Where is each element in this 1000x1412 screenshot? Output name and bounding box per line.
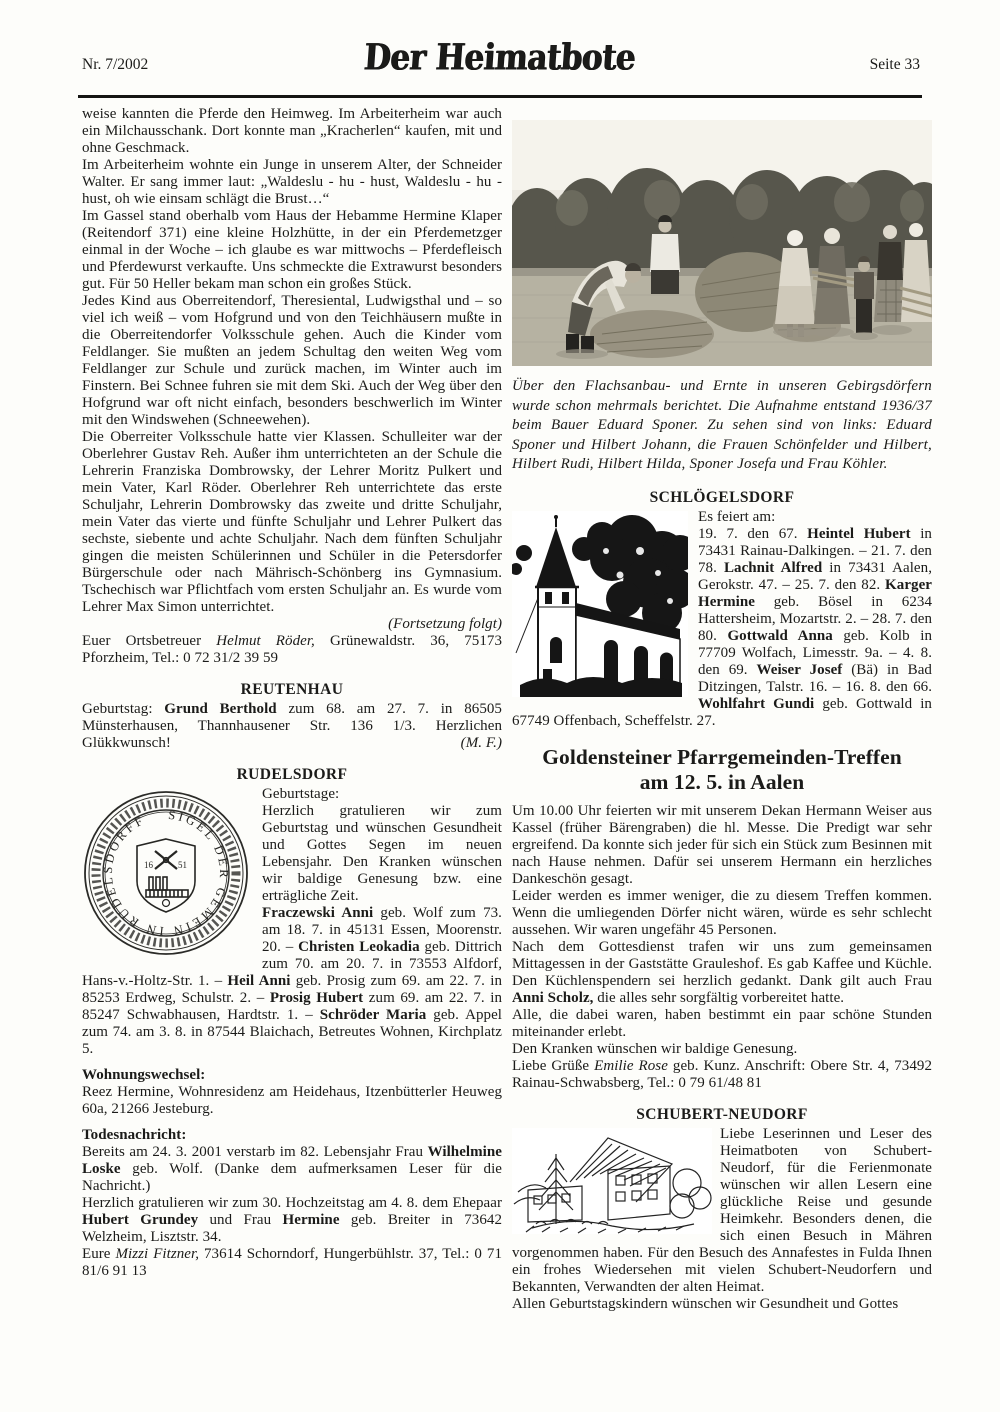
photo-caption: Über den Flachsanbau- und Ernte in unseren Gebirgsdörfern wurde schon mehrmals berichtet. Die Aufnahme entstand 1936/37 beim Bauer Eduard Sponer. Zu sehen sind von links: Eduard Sponer und Hilbert Johann, die Frauen Schönfelder und Hilbert, Hilbert Rudi, Hilbert Hilda, Sponer Josefa und Frau Köhler.	[512, 378, 932, 473]
schloegelsdorf-intro: Es feiert am:	[698, 508, 776, 525]
section-title-schloegelsdorf: SCHLÖGELSDORF	[649, 488, 795, 506]
village-house-illustration	[512, 1128, 712, 1234]
rudelsdorf-contact: Eure Mizzi Fitzner, 73614 Schorndorf, Hungerbühlstr. 37, Tel.: 0 71 81/6 91 13	[82, 1246, 502, 1279]
goldenstein-paragraph: Um 10.00 Uhr feierten wir mit unserem Dekan Hermann Weiser aus Kassel (früher Bärengraben) die hl. Messe. Die Predigt war sehr ergreifend. Da konnte sich jeder für sich ein Stück zum Besinnen mit nach Hause nehmen. Dafür sei unserem Hermann ein herzliches Dankeschön gesagt.	[512, 802, 932, 887]
section-title-rudelsdorf: RUDELSDORF	[236, 766, 348, 783]
svg-text:51: 51	[178, 860, 188, 870]
header-rule	[78, 95, 922, 98]
schloegelsdorf-birthday-list: 19. 7. den 67. Heintel Hubert in 73431 Rainau-Dalkingen. – 21. 7. den 78. Lachnit Alfred in 73431 Aalen, Gerokstr. 47. – 25. 7. den 82. Karger Hermine geb. Bösel in 6234 Hattersheim, Mozartstr. 2. – 28. 7. den 80. Gottwald Anna geb. Kolb in 77709 Wolfach, Limesstr. 9a. – 4. 8. den 69. Weiser Josef (Bä) in Bad Ditzingen, Talstr. 16. – 16. 8. den 66. Wohlfahrt Gundi geb. Gottwald in 67749 Offenbach, Scheffelstr. 27.	[512, 525, 933, 729]
todesnachricht-notice: Bereits am 24. 3. 2001 verstarb im 82. Lebensjahr Frau Wilhelmine Loske geb. Wolf. (Danke dem aufmerksamen Leser für die Nachricht.)	[82, 1144, 502, 1194]
article-title-goldenstein	[512, 745, 932, 795]
section-title-schubert-neudorf: SCHUBERT-NEUDORF	[636, 1105, 808, 1123]
geburtstage-heading: Geburtstage:	[262, 786, 340, 802]
continuation-note: (Fortsetzung folgt)	[388, 616, 502, 632]
left-column	[82, 106, 502, 1280]
svg-text:16: 16	[144, 860, 154, 870]
article-title-line1: Goldensteiner Pfarrgemeinden-Treffen	[542, 744, 902, 769]
svg-text:SIGEL DER GEMEIN IN RUDELSDORF: SIGEL DER GEMEIN IN RUDELSDORFF	[100, 807, 232, 939]
story-paragraph: Jedes Kind aus Oberreitendorf, Theresiental, Ludwigsthal und – so viel ich weiß – vom Hofgrund und von den Teichhäusern mußte in die Oberreitendorfer Volksschule gehen. Auch die Kinder vom Feldlanger. Sie mußten an jedem Schultag den weiten Weg vom Feldlanger zur Schule und zurück machen, im Winter auch im Finstern. Bei Schnee fuhren sie mit dem Ski. Auch der Weg über den Hofgrund war oft nicht einfach, besonders beschwerlich im Winter mit den Windswehen (Schneewehen).	[82, 293, 502, 428]
author-initials: (M. F.)	[460, 735, 502, 751]
church-illustration	[512, 511, 688, 697]
story-paragraph: Im Gassel stand oberhalb vom Haus der Hebamme Hermine Klaper (Reitendorf 371) eine kleine Holzhütte, in der ein Pferdemetzger einmal in der Woche – ich glaube es war mittwochs – Pferdefleisch und Pferdewurst verkaufte. Uns schmeckte die Extrawurst besonders gut. Für 50 Heller bekam man schon ein großes Stück.	[82, 208, 502, 292]
masthead-container	[0, 37, 1000, 79]
flax-harvest-photo	[512, 120, 932, 366]
todesnachricht-heading: Todesnachricht:	[82, 1127, 187, 1143]
section-title-reutenhau: REUTENHAU	[240, 681, 344, 698]
rudelsdorf-intro: Herzlich gratulieren wir zum Geburtstag und wünschen Gesundheit und Gottes Segen im neuen Lebensjahr. Den Kranken wünschen wir baldige Genesung bzw. eine erträgliche Zeit.	[262, 803, 502, 904]
goldenstein-closing: Liebe Grüße Emilie Rose geb. Kunz. Anschrift: Obere Str. 4, 73492 Rainau-Schwabsberg, Tel.: 0 79 61/48 81	[512, 1057, 932, 1091]
story-paragraph: Im Arbeiterheim wohnte ein Junge in unserem Alter, der Schneider Walter. Er sang immer laut: „Waldeslu - hu - hust, Waldeslu - hu - hust, oh wie einsam schlägt die Brust…“	[82, 157, 502, 207]
schloegelsdorf-section	[512, 509, 932, 730]
rudelsdorf-birthday-list: Fraczewski Anni geb. Wolf zum 73. am 18. 7. in 45131 Essen, Moorenstr. 20. – Christen Leokadia geb. Dittrich zum 70. am 20. 7. in 73553 Alfdorf, Hans-v.-Holtz-Str. 1. – Heil Anni geb. Prosig zum 69. am 22. 7. in 85253 Erdweg, Schulstr. 2. – Prosig Hubert zum 69. am 22. 7. in 85247 Schwabhausen, Hardtstr. 1. – Schröder Maria geb. Appel zum 74. am 3. 8. in 87544 Blaichach, Betreutes Wohnen, Kirchplatz 5.	[82, 905, 503, 1057]
anniversary-notice: Herzlich gratulieren wir zum 30. Hochzeitstag am 4. 8. dem Ehepaar Hubert Grundey und Frau Hermine geb. Breiter in 73642 Welzheim, Lisztstr. 34.	[82, 1195, 503, 1245]
rudelsdorf-section	[82, 786, 502, 1058]
ortsbetreuer-contact: Euer Ortsbetreuer Helmut Röder, Grünewaldstr. 36, 75173 Pforzheim, Tel.: 0 72 31/2 39 59	[82, 633, 502, 666]
page-number: Seite 33	[869, 56, 920, 73]
issue-number: Nr. 7/2002	[82, 56, 149, 73]
schubert-neudorf-closing: Allen Geburtstagskindern wünschen wir Gesundheit und Gottes	[512, 1295, 899, 1312]
article-title-line2: am 12. 5. in Aalen	[639, 769, 805, 794]
goldenstein-paragraph: Nach dem Gottesdienst trafen wir uns zum gemeinsamen Mittagessen in der Gaststätte Grauleshof. Es gab Kaffee und Küchle. Den Küchlenspendern sei herzlich gedankt. Dank gilt auch Frau Anni Scholz, die alles sehr sorgfältig vorbereitet hatte.	[512, 938, 932, 1006]
rudelsdorf-seal-image	[82, 789, 250, 957]
wohnungswechsel-heading: Wohnungswechsel:	[82, 1067, 206, 1083]
goldenstein-paragraph: Alle, die dabei waren, haben bestimmt ein paar schöne Stunden miteinander erlebt.	[512, 1006, 932, 1040]
reutenhau-birthday-notice: Geburtstag: Grund Berthold zum 68. am 27. 7. in 86505 Münsterhausen, Thannhausener Str. 136 1/3. Herzlichen Glükkwunsch!	[82, 701, 502, 751]
masthead-title: Der Heimatbote	[362, 37, 638, 79]
right-column	[512, 120, 932, 1313]
wohnungswechsel-notice: Reez Hermine, Wohnresidenz am Heidehaus, Itzenbütterler Heuweg 60a, 21266 Jesteburg.	[82, 1084, 502, 1117]
seal-shield	[137, 839, 195, 912]
schubert-neudorf-letter: Liebe Leserinnen und Leser des Heimatboten von Schubert-Neudorf, für die Ferienmonate wünschen wir allen Lesern eine glückliche Reise und gesunde Heimkehr. Besonders denen, die sich einen Besuch in Mähren vorgenommen haben. Für den Besuch des Annafestes in Fulda Ihnen ein frohes Wiedersehen mit vielen Schubert-Neudorfern und Bekannten, Verwandten der alten Heimat.	[512, 1125, 932, 1295]
goldenstein-paragraph: Leider werden es immer weniger, die zu diesem Treffen kommen. Wenn die umliegenden Dörfer nicht wären, würde es sehr schlecht aussehen. Wir waren ungefähr 45 Personen.	[512, 887, 932, 938]
schubert-neudorf-section	[512, 1126, 932, 1296]
story-paragraph: Die Oberreiter Volksschule hatte vier Klassen. Schulleiter war der Oberlehrer Gustav Reh. Außer ihm unterrichteten an der Schule die Lehrerin Franziska Dombrowsky, der Lehrer Moritz Pulkert und mein Vater, Karl Röder. Oberlehrer Reh unterrichtete das erste Schuljahr, Lehrerin Dombrowsky das zweite und dritte Schuljahr, mein Vater das vierte und fünfte Schuljahr und Lehrer Pulkert das sechste, siebente und achte Schuljahr. Nach dem fünften Schuljahr gingen die meisten Schülerinnen und Schüler in die Petersdorfer Bürgerschule oder nach Mährisch-Schönberg ins Gymnasium. Tschechisch war Pflichtfach vom ersten Schuljahr an. Es wurde vom Lehrer Max Simon unterrichtet.	[82, 429, 502, 615]
goldenstein-paragraph: Den Kranken wünschen wir baldige Genesung.	[512, 1040, 798, 1057]
story-paragraph: weise kannten die Pferde den Heimweg. Im Arbeiterheim war auch ein Milchausschank. Dort konnte man „Kracherlen“ kaufen, mit und ohne Geschmack.	[82, 106, 502, 156]
